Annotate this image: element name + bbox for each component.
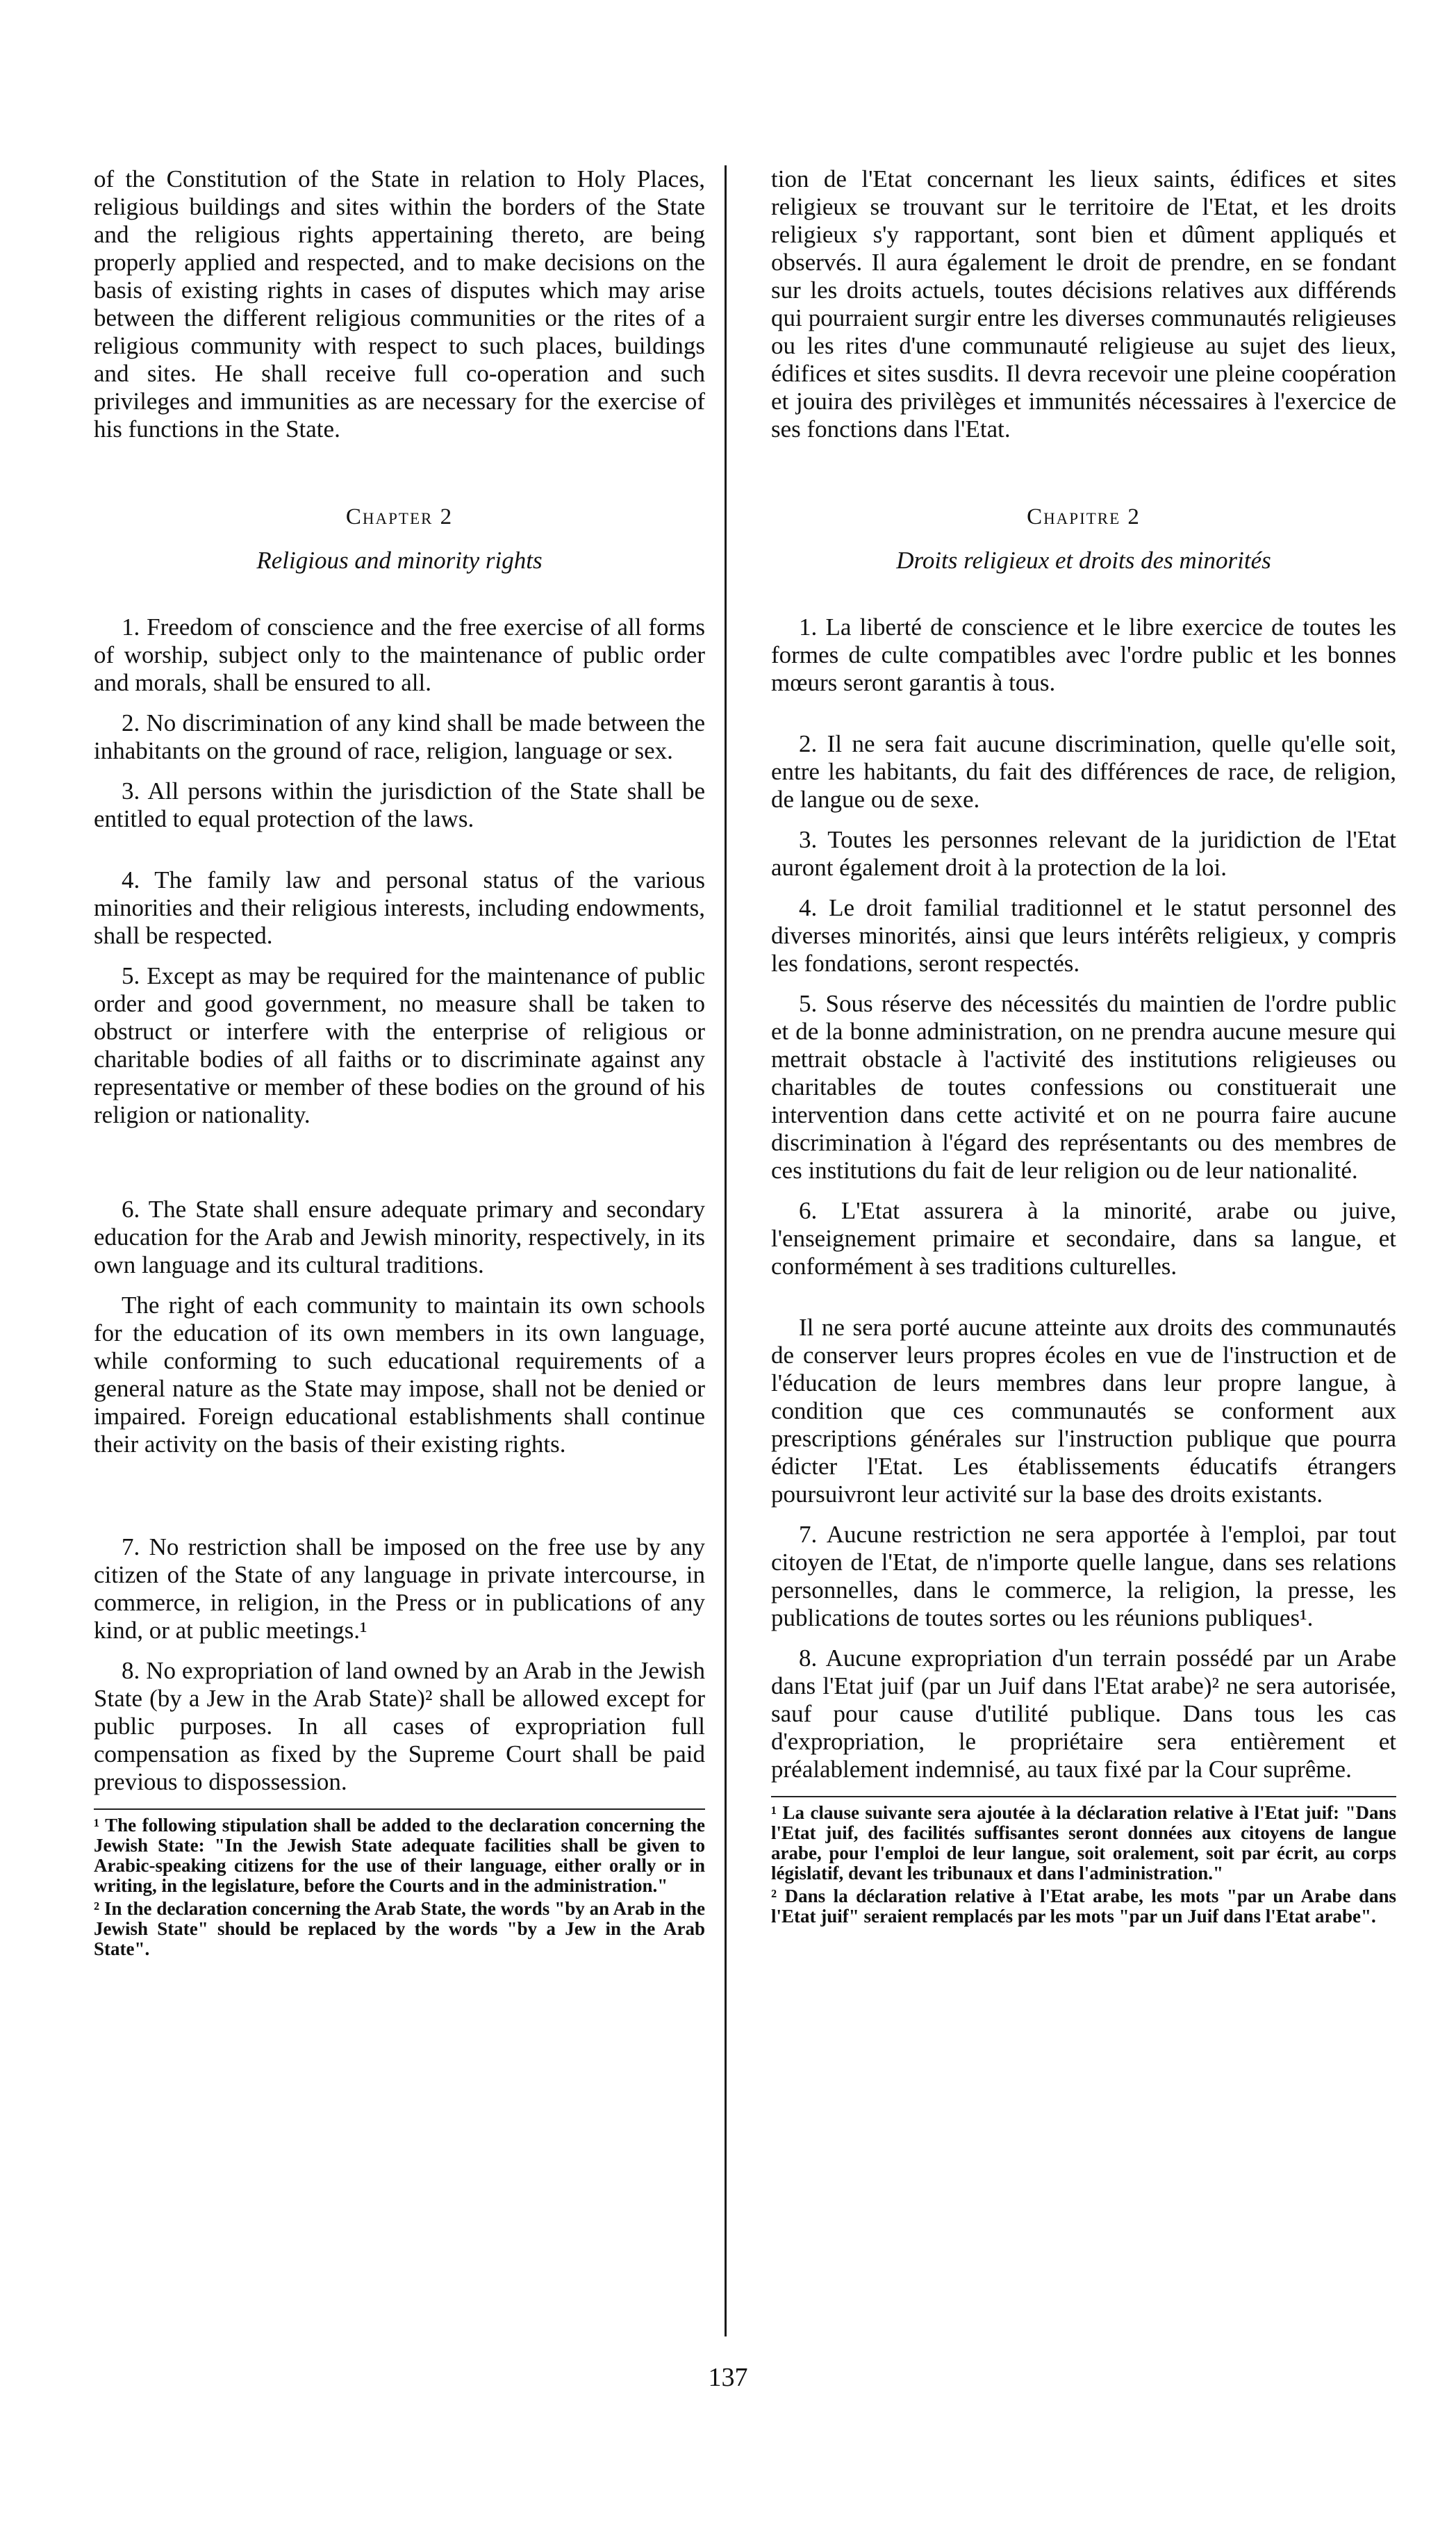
fr-intro-paragraph: tion de l'Etat concernant les lieux saints, édifices et sites religieux se trouvant sur le territoire de l'Etat, et les droits religieux s'y rapportant, sont bien et dûment appliqués et observés. Il aura également le droit de prendre, en se fondant sur les droits actuels, toutes décisions relatives aux différends qui pourraient surgir entre les diverses communautés religieuses ou les rites d'une communauté religieuse au sujet des lieux, édifices et sites susdits. Il devra recevoir une pleine coopération et jouira des privilèges et immunités nécessaires à l'exercice de ses fonctions dans l'Etat.: [771, 165, 1396, 443]
english-column: [94, 165, 705, 1962]
en-chapter-subtitle: Religious and minority rights: [256, 547, 543, 574]
fr-article-2: 2. Il ne sera fait aucune discrimination, quelle qu'elle soit, entre les habitants, du fait des différences de race, de religion, de langue ou de sexe.: [771, 730, 1396, 813]
fr-article-4: 4. Le droit familial traditionnel et le statut personnel des diverses minorités, ainsi que leurs intérêts religieux, y compris les fondations, seront respectés.: [771, 894, 1396, 977]
fr-footnote-rule: [771, 1796, 1396, 1797]
en-article-3: 3. All persons within the jurisdiction of the State shall be entitled to equal protection of the laws.: [94, 777, 705, 832]
en-article-1: 1. Freedom of conscience and the free exercise of all forms of worship, subject only to the maintenance of public order and morals, shall be ensured to all.: [94, 613, 705, 696]
en-chapter-heading: Chapter 2: [345, 504, 454, 529]
en-footnote-2: ² In the declaration concerning the Arab State, the words "by an Arab in the Jewish State" should be replaced by the words "by a Jew in the Arab State".: [94, 1898, 705, 1959]
fr-article-3: 3. Toutes les personnes relevant de la juridiction de l'Etat auront également droit à la protection de la loi.: [771, 826, 1396, 881]
fr-article-1: 1. La liberté de conscience et le libre exercice de toutes les formes de culte compatibles avec l'ordre public et les bonnes mœurs seront garantis à tous.: [771, 613, 1396, 696]
fr-footnote-1: ¹ La clause suivante sera ajoutée à la déclaration relative à l'Etat juif: "Dans l'Etat juif, des facilités suffisantes seront données aux citoyens de langue arabe, pour l'emploi de leur langue, soit oralement, soit par écrit, au corps législatif, devant les tribunaux et dans l'administration.": [771, 1802, 1396, 1883]
en-intro-paragraph: of the Constitution of the State in relation to Holy Places, religious buildings and sites within the borders of the State and the religious rights appertaining thereto, are being properly applied and respected, and to make decisions on the basis of existing rights in cases of disputes which may arise between the different religious communities or the rites of a religious community with respect to such places, buildings and sites. He shall receive full co-operation and such privileges and immunities as are necessary for the exercise of his functions in the State.: [94, 165, 705, 443]
en-article-6-continued: The right of each community to maintain its own schools for the education of its own members in its own language, while conforming to such educational requirements of a general nature as the State may impose, shall not be denied or impaired. Foreign educational establishments shall continue their activity on the basis of their existing rights.: [94, 1292, 705, 1458]
fr-chapter-subtitle: Droits religieux et droits des minorités: [896, 547, 1271, 574]
en-article-8: 8. No expropriation of land owned by an Arab in the Jewish State (by a Jew in the Arab State)² shall be allowed except for public purposes. In all cases of expropriation full compensation as fixed by the Supreme Court shall be paid previous to dispossession.: [94, 1657, 705, 1795]
fr-article-6-continued: Il ne sera porté aucune atteinte aux droits des communautés de conserver leurs propres écoles en vue de l'instruction et de l'éducation de leurs membres dans leur propre langue, à condition que ces communautés se conforment aux prescriptions générales sur l'instruction publique que pourra édicter l'Etat. Les établissements éducatifs étrangers poursuivront leur activité sur la base des droits existants.: [771, 1314, 1396, 1508]
en-article-7: 7. No restriction shall be imposed on the free use by any citizen of the State of any language in private intercourse, in commerce, in religion, in the Press or in publications of any kind, or at public meetings.¹: [94, 1533, 705, 1644]
fr-chapter-heading: Chapitre 2: [1027, 504, 1141, 529]
page-number: 137: [708, 2363, 748, 2392]
french-column: [771, 165, 1396, 1929]
fr-article-7: 7. Aucune restriction ne sera apportée à l'emploi, par tout citoyen de l'Etat, de n'importe quelle langue, dans ses relations personnelles, dans le commerce, la religion, la presse, les publications de toutes sortes ou les réunions publiques¹.: [771, 1521, 1396, 1631]
fr-article-6: 6. L'Etat assurera à la minorité, arabe ou juive, l'enseignement primaire et secondaire, dans sa langue, et conformément à ses traditions culturelles.: [771, 1197, 1396, 1280]
fr-article-5: 5. Sous réserve des nécessités du maintien de l'ordre public et de la bonne administration, on ne prendra aucune mesure qui mettrait obstacle à l'activité des institutions religieuses ou charitables de toutes confessions ou constituerait une intervention dans cette activité et on ne pourra faire aucune discrimination à l'égard des représentants ou des membres de ces institutions du fait de leur religion ou de leur nationalité.: [771, 990, 1396, 1184]
en-footnote-rule: [94, 1808, 705, 1810]
en-article-4: 4. The family law and personal status of the various minorities and their religious interests, including endowments, shall be respected.: [94, 866, 705, 949]
en-footnote-1: ¹ The following stipulation shall be added to the declaration concerning the Jewish State: "In the Jewish State adequate facilities shall be given to Arabic-speaking citizens for the use of their language, either orally or in writing, in the legislature, before the Courts and in the administration.": [94, 1815, 705, 1896]
column-divider: [725, 165, 727, 2336]
en-article-6: 6. The State shall ensure adequate primary and secondary education for the Arab and Jewish minority, respectively, in its own language and its cultural traditions.: [94, 1196, 705, 1278]
en-article-5: 5. Except as may be required for the maintenance of public order and good government, no measure shall be taken to obstruct or interfere with the enterprise of religious or charitable bodies of all faiths or to discriminate against any representative or member of these bodies on the ground of his religion or nationality.: [94, 962, 705, 1128]
en-article-2: 2. No discrimination of any kind shall be made between the inhabitants on the ground of race, religion, language or sex.: [94, 709, 705, 764]
fr-footnote-2: ² Dans la déclaration relative à l'Etat arabe, les mots "par un Arabe dans l'Etat juif" seraient remplacés par les mots "par un Juif dans l'Etat arabe".: [771, 1886, 1396, 1927]
fr-article-8: 8. Aucune expropriation d'un terrain possédé par un Arabe dans l'Etat juif (par un Juif dans l'Etat arabe)² ne sera autorisée, sauf pour cause d'utilité publique. Dans tous les cas d'expropriation, le propriétaire sera entièrement et préalablement indemnisé, au taux fixé par la Cour suprême.: [771, 1644, 1396, 1783]
